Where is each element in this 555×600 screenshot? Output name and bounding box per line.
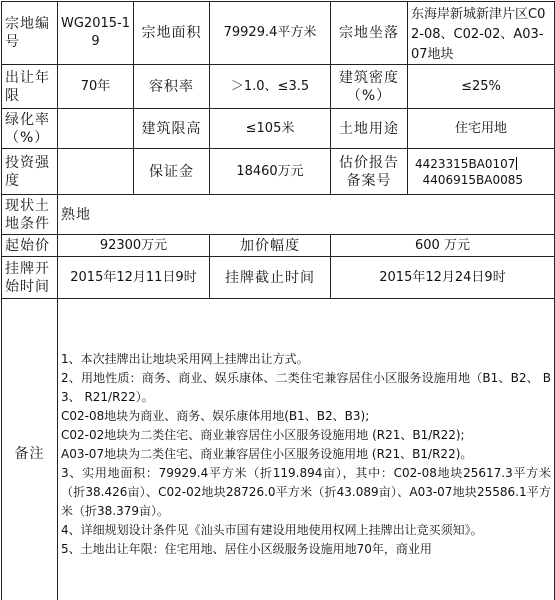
value-start-time: 2015年12月11日9时 xyxy=(58,257,210,299)
label-far: 容积率 xyxy=(134,65,210,109)
label-use: 土地用途 xyxy=(331,109,408,149)
row-invest xyxy=(2,149,555,195)
remark-line: C02-02地块为二类住宅、商业兼容居住小区服务设施用地 (R21、B1/R22); xyxy=(61,427,465,442)
label-start-price: 起始价 xyxy=(2,235,58,257)
value-area: 79929.4平方米 xyxy=(210,2,331,65)
row-time xyxy=(2,257,555,299)
remarks-content xyxy=(58,299,555,600)
remark-line: 4、详细规划设计条件见《汕头市国有建设用地使用权网上挂牌出让竞买须知》。 xyxy=(61,522,483,537)
value-use: 住宅用地 xyxy=(408,109,555,149)
value-height: ≤105米 xyxy=(210,109,331,149)
value-green xyxy=(58,109,134,149)
value-term: 70年 xyxy=(58,65,134,109)
appraisal-number-1 xyxy=(411,156,551,172)
label-appraisal: 估价报告备案号 xyxy=(331,149,408,195)
location-text: 东海岸新城新津片区C02-08、C02-02、A03-07地块 xyxy=(411,7,546,62)
label-remarks: 备注 xyxy=(2,299,58,600)
row-price xyxy=(2,235,555,257)
row-remarks xyxy=(2,299,555,600)
remark-line: A03-07地块为二类住宅、商业兼容居住小区服务设施用地 (R21、B1/R22)。 xyxy=(61,446,473,461)
value-density: ≤25% xyxy=(408,65,555,109)
row-status xyxy=(2,195,555,235)
label-deposit: 保证金 xyxy=(134,149,210,195)
appraisal-number-1-text: 4423315BA0107 xyxy=(415,156,516,171)
label-increment: 加价幅度 xyxy=(210,235,331,257)
remark-line: 5、土地出让年限：住宅用地、居住小区级服务设施用地70年，商业用 xyxy=(61,541,432,556)
value-far: ＞1.0、≤3.5 xyxy=(210,65,331,109)
value-parcel-no: WG2015-19 xyxy=(58,2,134,65)
label-area: 宗地面积 xyxy=(134,2,210,65)
label-start-time: 挂牌开始时间 xyxy=(2,257,58,299)
row-parcel xyxy=(2,2,555,65)
value-start-price: 92300万元 xyxy=(58,235,210,257)
label-height: 建筑限高 xyxy=(134,109,210,149)
remark-line: 2、用地性质：商务、商业、娱乐康体、二类住宅兼容居住小区服务设施用地（B1、B2、 B3、 R21/R22）。 xyxy=(61,370,551,404)
value-invest xyxy=(58,149,134,195)
appraisal-number-2: 4406915BA0085 xyxy=(422,172,523,187)
value-deposit: 18460万元 xyxy=(210,149,331,195)
label-end-time: 挂牌截止时间 xyxy=(210,257,331,299)
value-status: 熟地 xyxy=(58,195,555,235)
value-appraisal xyxy=(408,149,555,195)
label-invest: 投资强度 xyxy=(2,149,58,195)
remark-line: 1、本次挂牌出让地块采用网上挂牌出让方式。 xyxy=(61,351,309,366)
land-parcel-table xyxy=(1,1,555,600)
label-density: 建筑密度（%） xyxy=(331,65,408,109)
label-location: 宗地坐落 xyxy=(331,2,408,65)
remark-line: 3、实用地面积：79929.4平方米（折119.894亩），其中：C02-08地块25617.3平方米（折38.426亩）、C02-02地块28726.0平方米（折43.089亩）、A03-07地块25586.1平方米（折38.379亩）。 xyxy=(61,465,551,518)
value-location xyxy=(408,2,555,65)
label-status: 现状土地条件 xyxy=(2,195,58,235)
value-increment: 600 万元 xyxy=(331,235,555,257)
text-cursor xyxy=(516,157,517,170)
label-parcel-no: 宗地编号 xyxy=(2,2,58,65)
value-end-time: 2015年12月24日9时 xyxy=(331,257,555,299)
label-green: 绿化率（%） xyxy=(2,109,58,149)
label-term: 出让年限 xyxy=(2,65,58,109)
row-term xyxy=(2,65,555,109)
row-green xyxy=(2,109,555,149)
remark-line: C02-08地块为商业、商务、娱乐康体用地(B1、B2、B3); xyxy=(61,408,370,423)
